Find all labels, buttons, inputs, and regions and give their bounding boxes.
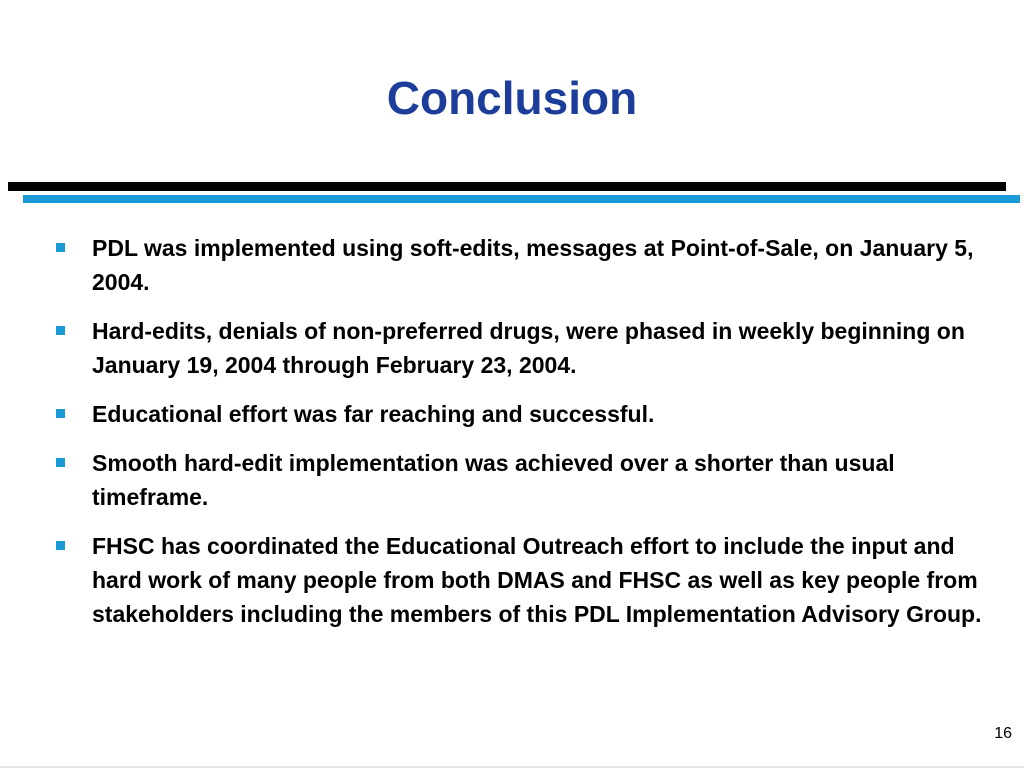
bullet-item bbox=[0, 397, 1000, 431]
square-bullet-icon bbox=[56, 541, 65, 550]
title-divider-black bbox=[8, 182, 1006, 191]
bullet-text: FHSC has coordinated the Educational Outreach effort to include the input and hard work of many people from both DMAS and FHSC as well as key people from stakeholders including the members of this PDL Implementation Advisory Group. bbox=[92, 533, 982, 627]
square-bullet-icon bbox=[56, 326, 65, 335]
page-number: 16 bbox=[994, 725, 1012, 742]
slide-title: Conclusion bbox=[386, 72, 638, 124]
bullet-text: Smooth hard-edit implementation was achieved over a shorter than usual timeframe. bbox=[92, 450, 895, 510]
bullet-item bbox=[0, 314, 1000, 382]
bullet-text: Hard-edits, denials of non-preferred drugs, were phased in weekly beginning on January 19, 2004 through February 23, 2004. bbox=[92, 318, 965, 378]
square-bullet-icon bbox=[56, 243, 65, 252]
bullet-text: PDL was implemented using soft-edits, messages at Point-of-Sale, on January 5, 2004. bbox=[92, 235, 974, 295]
bullet-item bbox=[0, 231, 1000, 299]
bullet-list bbox=[0, 231, 1000, 646]
square-bullet-icon bbox=[56, 458, 65, 467]
square-bullet-icon bbox=[56, 409, 65, 418]
bullet-item bbox=[0, 529, 1000, 631]
bullet-item bbox=[0, 446, 1000, 514]
title-divider-blue bbox=[23, 195, 1020, 203]
bullet-text: Educational effort was far reaching and successful. bbox=[92, 401, 655, 427]
